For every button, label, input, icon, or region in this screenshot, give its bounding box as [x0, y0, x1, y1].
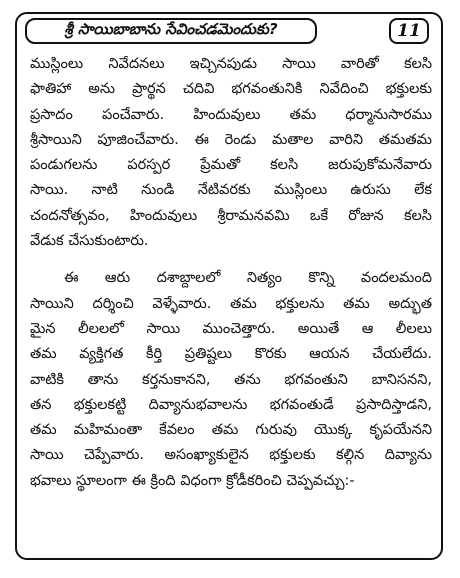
chapter-title: శ్రీ సాయిబాబాను సేవించడమెందుకు? — [25, 18, 317, 44]
page-number: 11 — [389, 18, 429, 44]
text-line: వేడుక చేసుకుంటారు. — [30, 233, 149, 250]
text-line: సాయిని దర్శించి వెళ్ళేవారు. తమ భక్తులను తమ అద్భుత — [30, 295, 432, 312]
text-line: భవాలు స్థూలంగా ఈ క్రింది విధంగా క్రోడీకరించి చెప్పవచ్చు:- — [30, 472, 355, 489]
text-line: ఈ ఆరు దశాబ్దాలలో నిత్యం కొన్ని వందలమంది — [64, 270, 432, 287]
text-line: చందనోత్సవం, హిందువులు శ్రీరామనవమి ఒకే రోజున కలసి — [30, 207, 432, 224]
text-line: తమ మహిమంతా కేవలం తమ గురువు యొక్క కృపయేనని — [30, 422, 432, 439]
text-line: వాటికి తాను కర్తనుకానని, తను భగవంతుని బానిసనని, — [30, 371, 432, 388]
page-header — [15, 12, 443, 48]
text-line: శ్రీసాయిని పూజించేవారు. ఈ రెండు మతాల వారిని తమతమ — [30, 131, 432, 148]
text-line: ఫాతిహా అను ప్రార్థన చదివి భగవంతునికి నివేదించి భక్తులకు — [30, 81, 432, 98]
text-line: తన భక్తులకట్టి దివ్యానుభవాలను భగవంతుడే ప్రసాదిస్తాడని, — [30, 396, 432, 413]
text-line: మైన లీలలలో సాయి ముంచెత్తారు. అయితే ఆ లీలలు — [30, 320, 432, 337]
paragraph — [30, 52, 432, 254]
text-line: ముస్లింలు నివేదనలు ఇచ్చినపుడు సాయి వారితో కలసి — [30, 56, 432, 72]
text-line: పండుగలను పరస్పర ప్రేమతో కలసి జరుపుకోమనేవారు — [30, 157, 432, 174]
text-line: ప్రసాదం పంచేవారు. హిందువులు తమ ధర్మానుసారము — [30, 106, 432, 123]
text-line: తమ వ్యక్తిగత కీర్తి ప్రతిష్టలు కొరకు ఆయన చేయలేదు. — [30, 346, 432, 363]
paragraph-gap — [30, 254, 432, 266]
body-text — [30, 52, 432, 494]
paragraph — [30, 266, 432, 494]
text-line: సాయి. నాటి నుండి నేటివరకు ముస్లింలు ఉరుసు లేక — [30, 182, 432, 199]
text-line: సాయి చెప్పేవారు. అసంఖ్యాకులైన భక్తులకు కల్గిన దివ్యాను — [30, 447, 432, 464]
